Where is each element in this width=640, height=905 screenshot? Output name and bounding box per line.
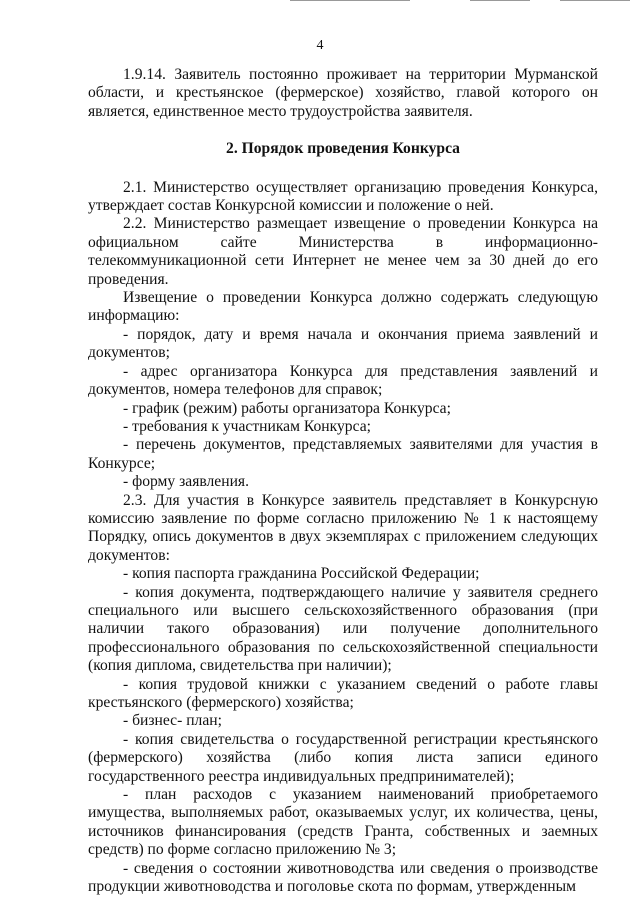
list-item: - план расходов с указанием наименований приобретаемого имущества, выполняемых работ, оказываемых услуг, их количества, цены, источников финансирования (средств Гранта, собственных и заемных средств) по форме согласно приложению № 3; (88, 786, 598, 859)
list-item: - адрес организатора Конкурса для представления заявлений и документов, номера телефонов для справок; (88, 362, 598, 399)
list-item: - копия документа, подтверждающего наличие у заявителя среднего специального или высшего сельскохозяйственного образования (при наличии такого образования) или получение дополнительного профессионального образования по сельскохозяйственной специальности (копия диплома, свидетельства при наличии); (88, 583, 598, 675)
paragraph: 2.3. Для участия в Конкурсе заявитель представляет в Конкурсную комиссию заявление по форме согласно приложению № 1 к настоящему Порядку, опись документов в двух экземплярах с приложением следующих документов: (88, 491, 598, 564)
list-item: - требования к участникам Конкурса; (123, 417, 371, 435)
document-body (88, 66, 598, 896)
scan-edge-line (470, 0, 530, 1)
list-item: - перечень документов, представляемых заявителями для участия в Конкурсе; (88, 436, 598, 472)
scan-edge-line (560, 0, 630, 1)
paragraph: 2.2. Министерство размещает извещение о проведении Конкурса на официальном сайте Министерства в информационно-телекоммуникационной сети Интернет не менее чем за 30 дней до его проведения. (88, 215, 598, 288)
list-item: - копия паспорта гражданина Российской Федерации; (123, 565, 480, 583)
list-item: - форму заявления. (123, 473, 249, 491)
scan-edge-line (290, 0, 410, 1)
list-item: - копия трудовой книжки с указанием сведений о работе главы крестьянского (фермерского) хозяйства; (88, 675, 598, 711)
paragraph: 2.1. Министерство осуществляет организацию проведения Конкурса, утверждает состав Конкурсной комиссии и положение о ней. (88, 178, 598, 215)
list-item: - порядок, дату и время начала и окончания приема заявлений и документов; (88, 325, 598, 362)
page-number: 4 (316, 38, 324, 53)
paragraph: Извещение о проведении Конкурса должно содержать следующую информацию: (88, 289, 598, 325)
section-heading: 2. Порядок проведения Конкурса (226, 140, 460, 158)
list-item: - бизнес- план; (123, 712, 222, 730)
paragraph-1-9-14: 1.9.14. Заявитель постоянно проживает на территории Мурманской области, и крестьянское (фермерское) хозяйство, главой которого он является, единственное место трудоустройства заявителя. (88, 66, 598, 120)
list-item: - копия свидетельства о государственной регистрации крестьянского (фермерского) хозяйства (либо копия листа записи единого государственного реестра индивидуальных предпринимателей); (88, 730, 598, 785)
list-item: - сведения о состоянии животноводства или сведения о производстве продукции животноводства и поголовье скота по формам, утвержденным (88, 859, 598, 896)
list-item: - график (режим) работы организатора Конкурса; (123, 399, 451, 417)
